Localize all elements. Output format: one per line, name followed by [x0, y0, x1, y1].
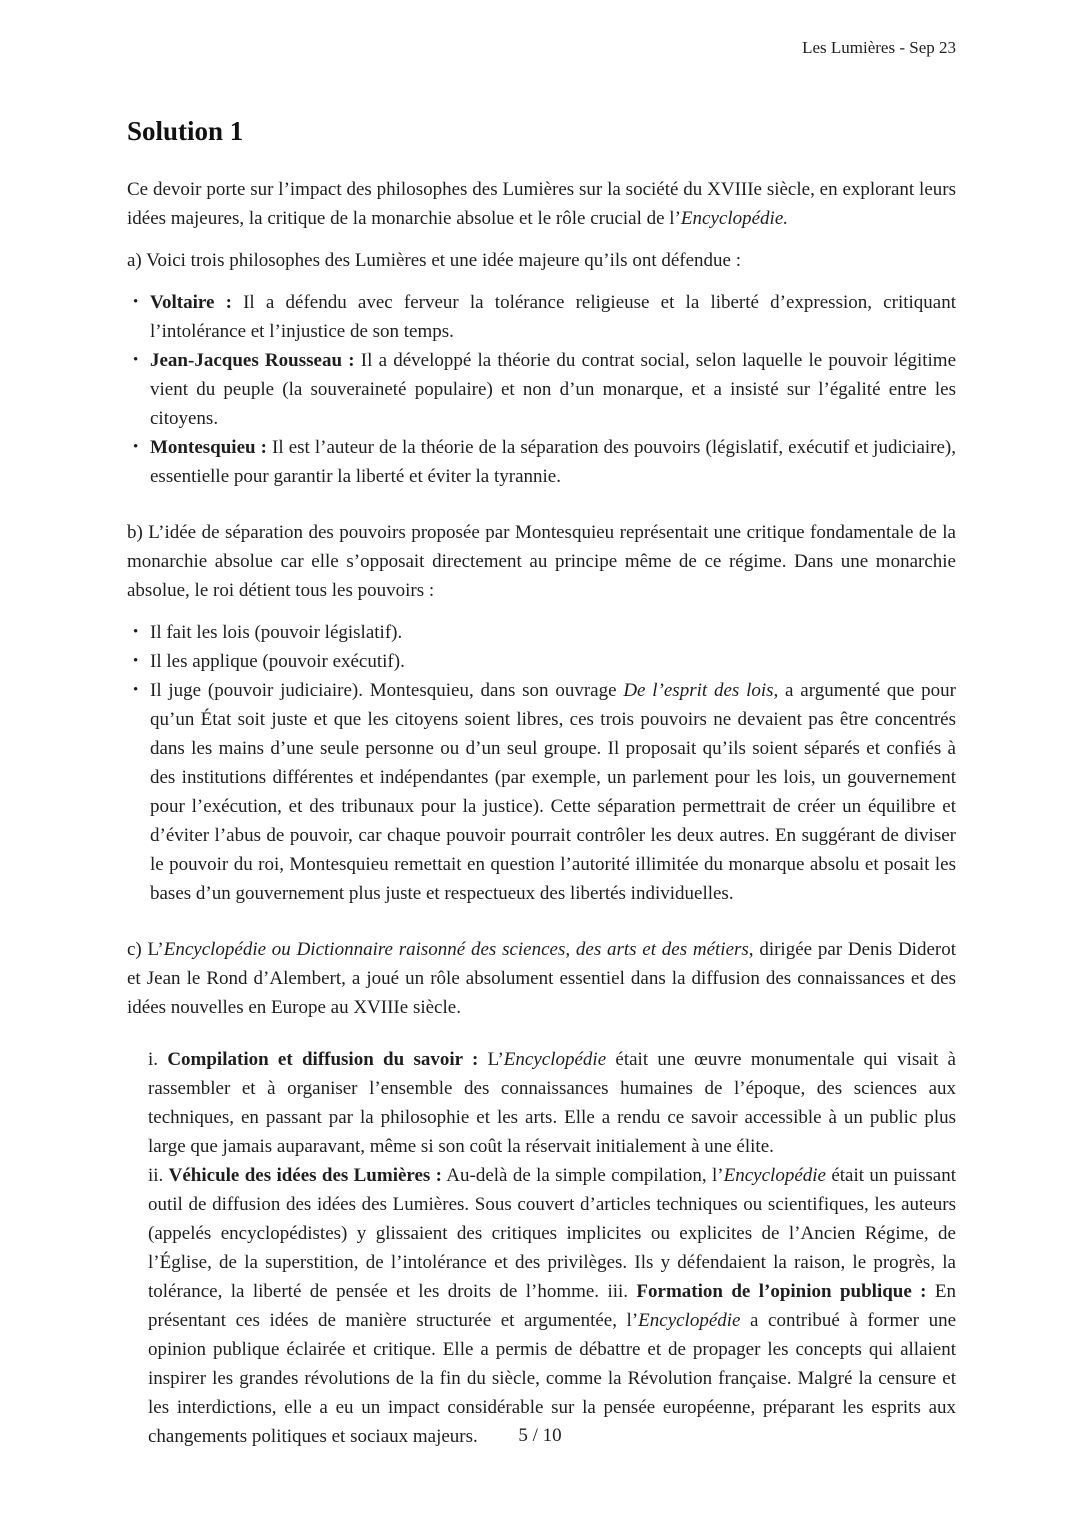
- list-item: [127, 346, 956, 433]
- text-run: Formation de l’opinion publique :: [636, 1281, 927, 1302]
- list-item: [127, 288, 956, 346]
- list-item-text: [150, 292, 956, 342]
- part-c-lead: [127, 935, 956, 1022]
- bullet-icon: •: [133, 682, 139, 698]
- text-run: Au-delà de la simple compilation, l’: [442, 1165, 724, 1186]
- intro-paragraph: [127, 175, 956, 233]
- text-run: Il les applique (pouvoir exécutif).: [150, 651, 405, 672]
- text-run: Encyclopédie ou Dictionnaire raisonné des sciences, des arts et des métiers,: [163, 939, 754, 960]
- list-item-text: [150, 622, 402, 643]
- page-number: 5 / 10: [518, 1425, 562, 1446]
- text-run: Compilation et diffusion du savoir :: [167, 1049, 479, 1070]
- text-run: Il fait les lois (pouvoir législatif).: [150, 622, 403, 643]
- list-item: [127, 647, 956, 676]
- list-item-text: [150, 680, 956, 904]
- text-run: Il a développé la théorie du contrat social, selon laquelle le pouvoir légitime vient du peuple (la souveraineté populaire) et non d’un monarque, et a insisté sur l’égalité entre les citoyens.: [150, 350, 957, 429]
- text-run: Encyclopédie: [638, 1310, 741, 1331]
- roman-item-ii-iii: [148, 1161, 956, 1451]
- list-item-text: [150, 350, 956, 429]
- text-run: b) L’idée de séparation des pouvoirs proposée par Montesquieu représentait une critique fondamentale de la monarchie absolue car elle s’opposait directement au principe même de ce régime. Dans une monarchie absolue, le roi détient tous les pouvoirs :: [127, 522, 956, 601]
- text-run: Voltaire :: [150, 292, 232, 313]
- bullet-icon: •: [133, 624, 139, 640]
- part-b-list: [127, 618, 956, 908]
- list-item-text: [150, 651, 405, 672]
- document-content: [127, 0, 956, 1451]
- part-b-lead: [127, 518, 956, 605]
- part-a-lead: [127, 246, 956, 275]
- text-run: Il a défendu avec ferveur la tolérance religieuse et la liberté d’expression, critiquant l’intolérance et l’injustice de son temps.: [150, 292, 956, 342]
- text-run: c) L’: [127, 939, 164, 960]
- text-run: Encyclopédie.: [680, 208, 789, 229]
- text-run: dirigée par Denis Diderot et Jean le Rond d’Alembert, a joué un rôle absolument essentiel dans la diffusion des connaissances et des idées nouvelles en Europe au XVIIIe siècle.: [127, 939, 956, 1018]
- text-run: Montesquieu :: [150, 437, 267, 458]
- bullet-icon: •: [133, 653, 139, 669]
- text-run: a contribué à former une opinion publique éclairée et critique. Elle a permis de débattre et de propager les concepts qui allaient inspirer les grandes révolutions de la fin du siècle, comme la Révolution française. Malgré la censure et les interdictions, elle a eu un impact considérable sur la pensée européenne, préparant les esprits aux changements politiques et sociaux majeurs.: [148, 1310, 956, 1447]
- text-run: était une œuvre monumentale qui visait à rassembler et à organiser l’ensemble des connaissances humaines de l’époque, des sciences aux techniques, en passant par la philosophie et les arts. Elle a rendu ce savoir accessible à un public plus large que jamais auparavant, même si son coût la réservait initialement à une élite.: [148, 1049, 956, 1157]
- text-run: Encyclopédie: [723, 1165, 826, 1186]
- list-item: [127, 433, 956, 491]
- solution-title: Solution 1: [127, 116, 244, 146]
- bullet-icon: •: [133, 294, 139, 310]
- list-item-text: [150, 437, 956, 487]
- text-run: i.: [148, 1049, 168, 1070]
- text-run: Véhicule des idées des Lumières :: [168, 1165, 442, 1186]
- list-item: [127, 618, 956, 647]
- part-a-list: [127, 288, 956, 491]
- roman-item-i: [148, 1045, 956, 1161]
- text-run: ii.: [148, 1165, 169, 1186]
- text-run: Il juge (pouvoir judiciaire). Montesquieu, dans son ouvrage: [150, 680, 624, 701]
- text-run: Ce devoir porte sur l’impact des philosophes des Lumières sur la société du XVIIIe siècle, en explorant leurs idées majeures, la critique de la monarchie absolue et le rôle crucial de l’: [127, 179, 956, 229]
- text-run: a) Voici trois philosophes des Lumières et une idée majeure qu’ils ont défendue :: [127, 250, 742, 271]
- text-run: a argumenté que pour qu’un État soit juste et que les citoyens soient libres, ces trois pouvoirs ne devaient pas être concentrés dans les mains d’une seule personne ou d’un seul groupe. Il proposait qu’ils soient séparés et confiés à des institutions différentes et indépendantes (par exemple, un parlement pour les lois, un gouvernement pour l’exécution, et des tribunaux pour la justice). Cette séparation permettrait de créer un équilibre et d’éviter l’abus de pouvoir, car chaque pouvoir pourrait contrôler les deux autres. En suggérant de diviser le pouvoir du roi, Montesquieu remettait en question l’autorité illimitée du monarque absolu et posait les bases d’un gouvernement plus juste et respectueux des libertés individuelles.: [150, 680, 956, 904]
- part-c-items: [148, 1045, 956, 1451]
- text-run: Il est l’auteur de la théorie de la séparation des pouvoirs (législatif, exécutif et judiciaire), essentielle pour garantir la liberté et éviter la tyrannie.: [150, 437, 956, 487]
- text-run: De l’esprit des lois,: [623, 680, 779, 701]
- page-header-date: Les Lumières - Sep 23: [802, 38, 956, 57]
- bullet-icon: •: [133, 352, 139, 368]
- text-run: En présentant ces idées de manière structurée et argumentée, l’: [148, 1281, 957, 1331]
- text-run: était un puissant outil de diffusion des idées des Lumières. Sous couvert d’articles techniques ou scientifiques, les auteurs (appelés encyclopédistes) y glissaient des critiques implicites ou explicites de l’Ancien Régime, de l’Église, de la superstition, de l’intolérance et des privilèges. Ils y défendaient la raison, le progrès, la tolérance, la liberté de pensée et les droits de l’homme. iii.: [148, 1165, 956, 1302]
- text-run: L’: [478, 1049, 504, 1070]
- text-run: Encyclopédie: [503, 1049, 607, 1070]
- bullet-icon: •: [133, 439, 139, 455]
- text-run: Jean-Jacques Rousseau :: [150, 350, 355, 371]
- list-item: [127, 676, 956, 908]
